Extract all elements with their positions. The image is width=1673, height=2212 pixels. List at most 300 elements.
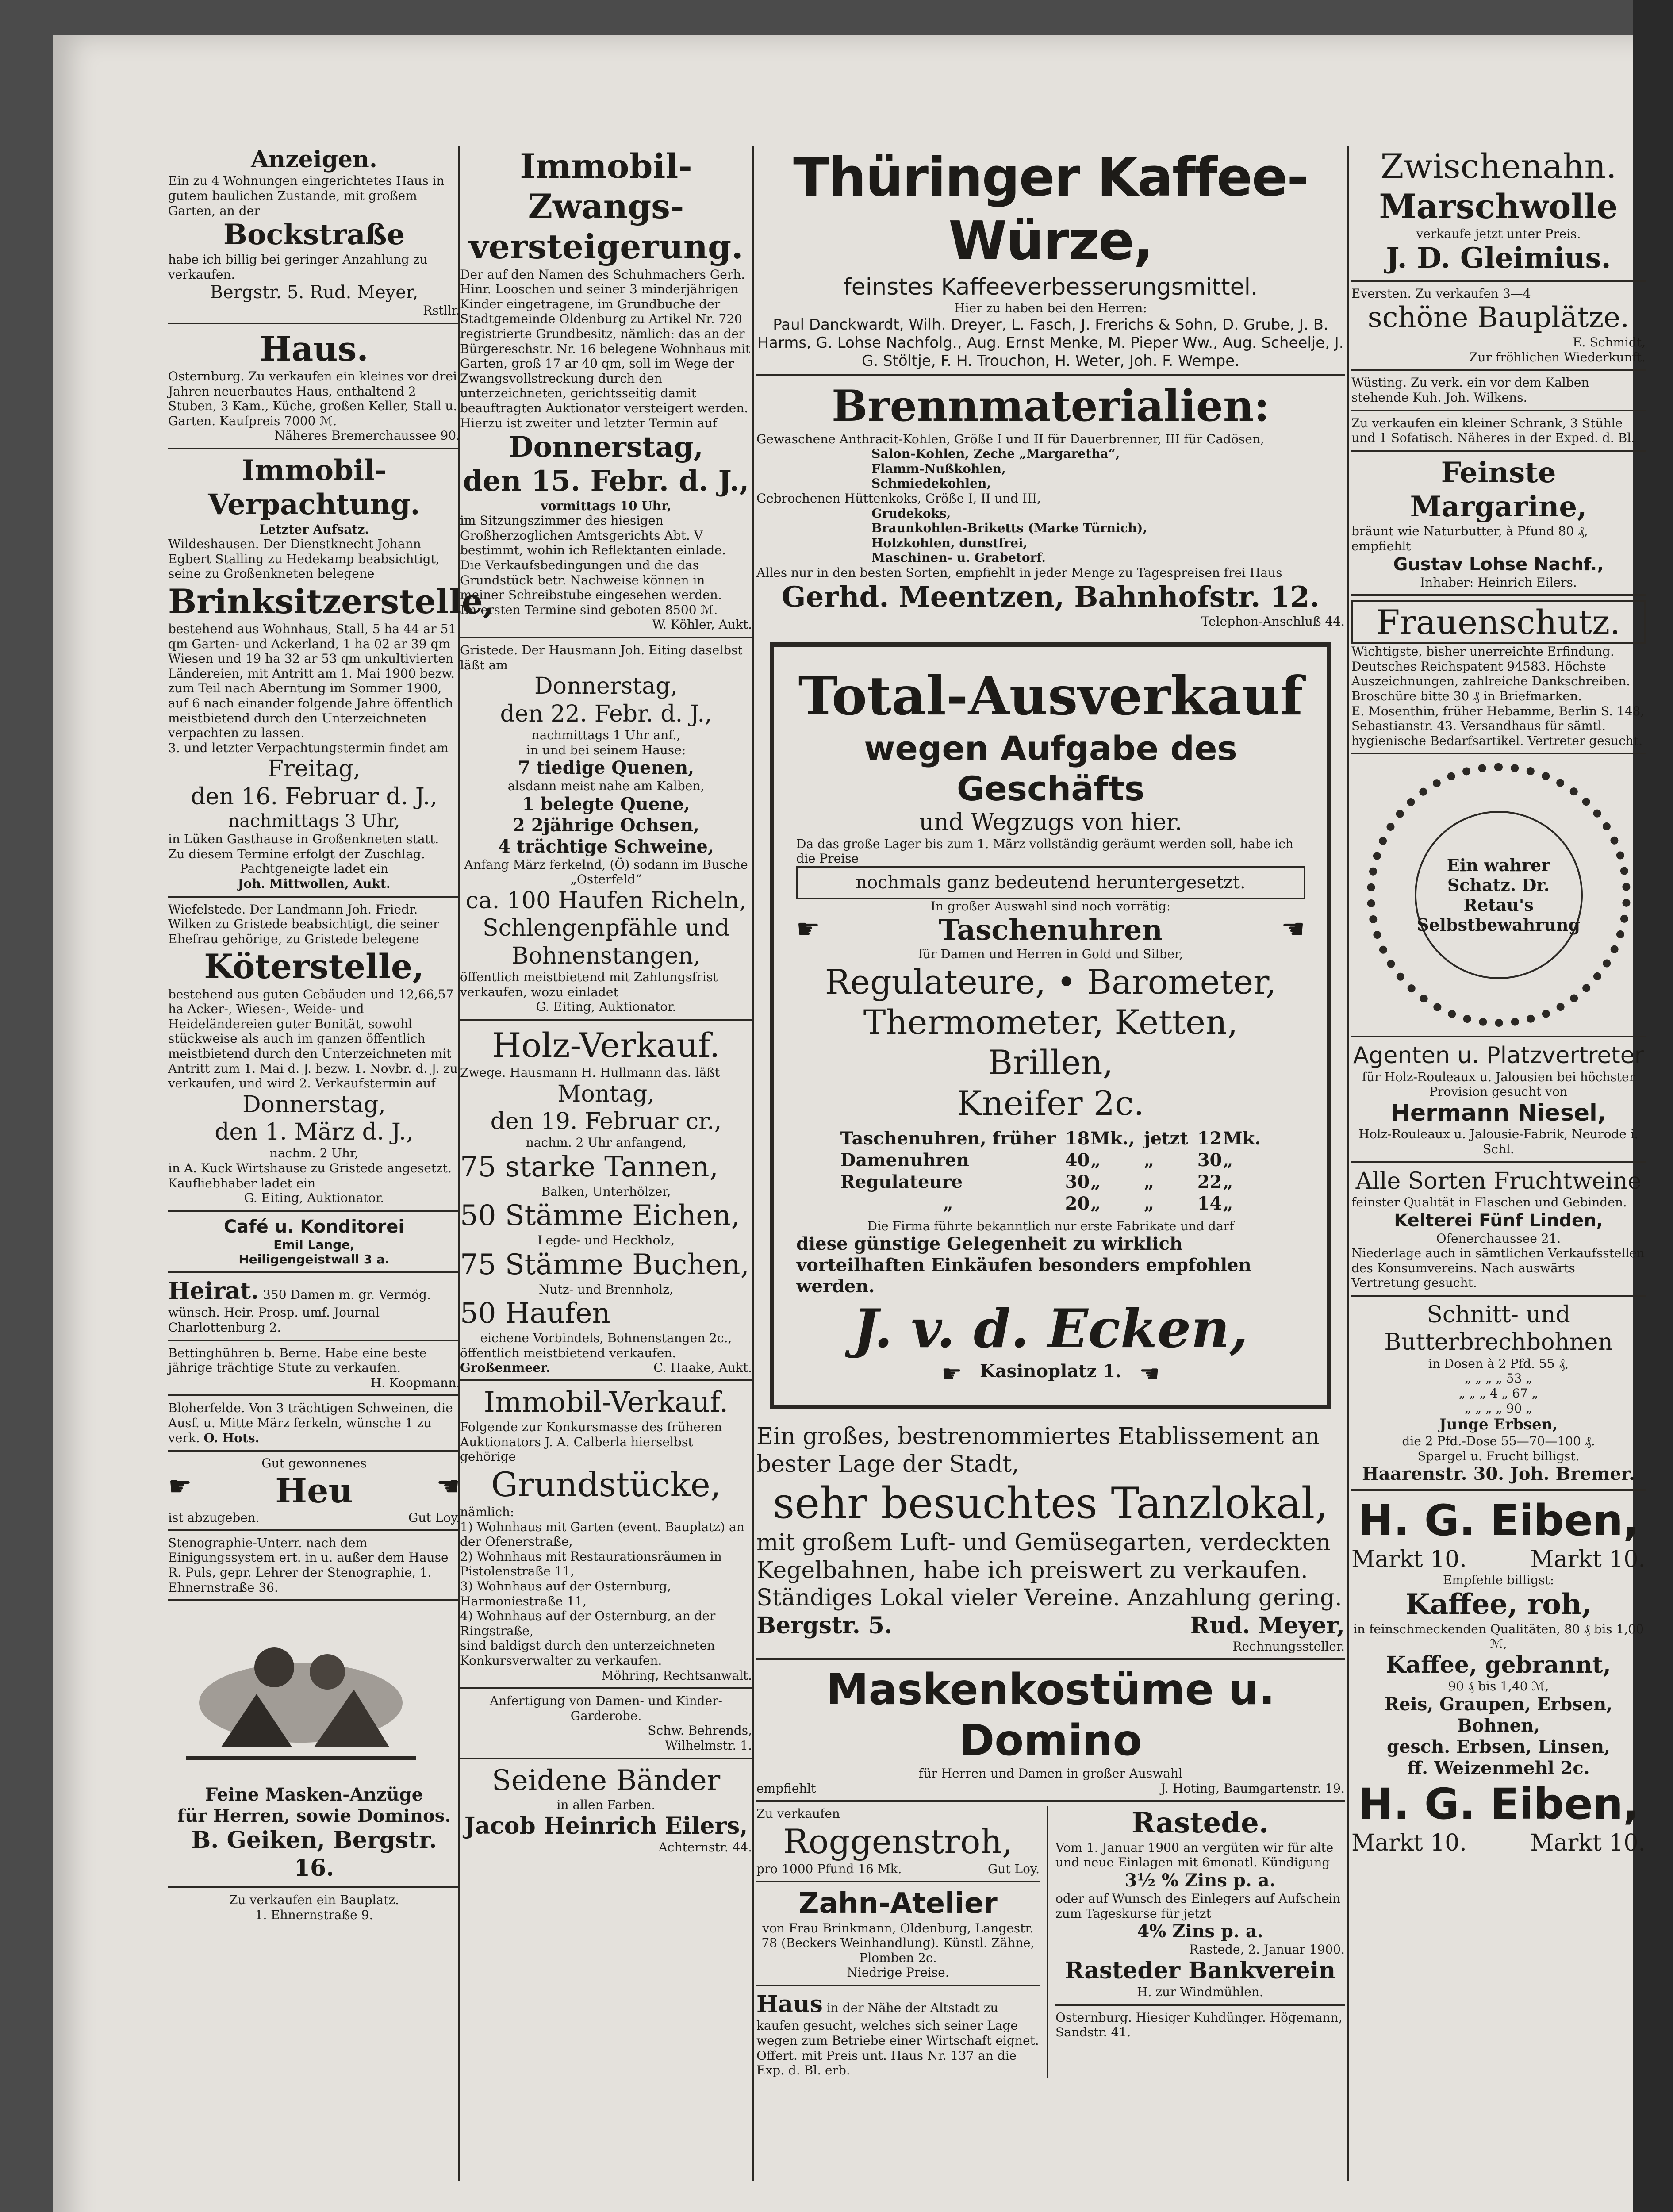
table-row (840, 1171, 1262, 1193)
ad-signature: Bergstr. 5. (756, 1612, 893, 1639)
ad-date: nachmittags 3 Uhr, (228, 811, 400, 832)
sale-ad-box (770, 642, 1331, 1409)
ad-title: Seidene Bänder (491, 1764, 721, 1797)
ad-text (756, 1991, 1040, 2078)
ad-heading: Brinksitzerstelle, (168, 581, 495, 621)
ad-signature: Gerhd. Meentzen, Bahnhofstr. 12. (781, 580, 1320, 614)
ad-row (796, 914, 1305, 947)
divider (460, 1019, 752, 1021)
divider (168, 1599, 460, 1601)
ad-title: Thüringer Kaffee-Würze, (793, 147, 1308, 272)
ad-signature: O. Hots. (203, 1430, 260, 1445)
table-cell: „ (1223, 1149, 1233, 1171)
ad-text: Pachtgeneigte ladet ein (240, 861, 388, 876)
ad-text: feinster Qualität in Flaschen und Gebinden. (1351, 1194, 1627, 1210)
ad-text: sind baldigst durch den unterzeichneten Konkursverwalter zu verkaufen. (460, 1638, 715, 1668)
table-cell: „ (1090, 1171, 1101, 1192)
ad-signature: Rasteder Bankverein (1064, 1957, 1336, 1984)
list-item: 4) Wohnhaus auf der Osternburg, an der Ringstraße, (460, 1609, 716, 1638)
ad-text: Balken, Unterhölzer, (541, 1184, 671, 1199)
ad-signature: Jacob Heinrich Eilers, (464, 1812, 748, 1839)
list-item: „ „ „ „ 53 „ (1465, 1371, 1532, 1386)
ad-text: Bettinghühren b. Berne. Habe eine beste jährige trächtige Stute zu verkaufen. (168, 1345, 427, 1375)
ad-text: Da das große Lager bis zum 1. März vollständig geräumt werden soll, habe ich die Preise (796, 836, 1293, 866)
ad-title: Feinste Margarine, (1410, 456, 1587, 523)
ad-signature: H. Koopmann. (370, 1375, 460, 1390)
ad-signature: Hermann Niesel, (1391, 1100, 1606, 1127)
table-cell: 30 (1065, 1171, 1090, 1192)
ad-row (460, 1360, 752, 1375)
ad-text: Stenographie-Unterr. nach dem Einigungssystem ert. in u. außer dem Hause R. Puls, gepr. Lehrer der Stenographie, 1. Ehnernstraße 36. (168, 1535, 449, 1595)
ad-text: ist abzugeben. (168, 1510, 260, 1525)
ad-text: Rastede, 2. Januar 1900. (1189, 1942, 1345, 1957)
table-cell: 30 (1197, 1149, 1222, 1171)
ad-text: Niederlage auch in sämtlichen Verkaufsstellen des Konsumvereins. Nach auswärts Vertretung gesucht. (1351, 1246, 1645, 1290)
ad-text: oder auf Wunsch des Einlegers auf Aufschein zum Tageskurse für jetzt (1055, 1891, 1341, 1921)
divider (168, 1271, 460, 1273)
ad-text: Wichtigste, bisher unerreichte Erfindung. Deutsches Reichspatent 94583. Höchste Auszeichnungen, zahlreiche Dankschreiben. Broschüre bitte 30 ₰ in Briefmarken. (1351, 644, 1631, 704)
ad-date: nachmittags 1 Uhr anf., (531, 728, 681, 742)
table-cell: 18 (1065, 1128, 1090, 1149)
ad-text: im Sitzungszimmer des hiesigen Großherzoglichen Amtsgerichts Abt. V bestimmt, wohin ich Reflektanten einlade. (460, 513, 726, 558)
ad-text: Folgende zur Konkursmasse des früheren Auktionators J. A. Calberla hierselbst gehörige (460, 1420, 722, 1464)
ad-subtitle: wegen Aufgabe des Geschäfts (864, 728, 1237, 809)
divider (168, 448, 460, 449)
ad-heading: Bockstraße (223, 218, 405, 252)
ad-title: Alle Sorten Fruchtweine (1355, 1167, 1642, 1194)
ad-title: Holz-Verkauf. (492, 1025, 720, 1065)
ad-text: für Damen und Herren in Gold und Silber, (918, 947, 1183, 962)
divider (1351, 410, 1646, 411)
list-item: Gebrochenen Hüttenkoks, Größe I, II und III, (756, 491, 1041, 506)
list-item: „ „ „ 4 „ 67 „ (1458, 1386, 1539, 1401)
table-cell: „ (1144, 1193, 1155, 1214)
ad-text: für Herren und Damen in großer Auswahl (919, 1766, 1182, 1781)
ad-text: öffentlich meistbietend verkaufen. (460, 1345, 676, 1360)
ad-text: Zu diesem Termine erfolgt der Zuschlag. (168, 846, 425, 861)
ad-text: Ein zu 4 Wohnungen eingerichtetes Haus in gutem baulichen Zustande, mit großem Garten, an der (168, 173, 445, 218)
table-cell: „ (1144, 1149, 1155, 1171)
ad-text: Inhaber: Heinrich Eilers. (1420, 575, 1577, 590)
ad-text: 90 ₰ bis 1,40 ℳ, (1448, 1679, 1549, 1694)
list-item: Schmiedekohlen, (871, 476, 991, 491)
ad-item: 1 belegte Quene, (522, 793, 690, 814)
table-row (840, 1128, 1262, 1149)
ad-title: Immobil- (520, 146, 692, 186)
divider (1351, 1489, 1646, 1491)
ad-row (168, 1510, 460, 1525)
divider (168, 1210, 460, 1212)
divider (168, 1340, 460, 1341)
table-cell: „ (1223, 1171, 1233, 1192)
divider (1351, 369, 1646, 371)
ad-text: Alles nur in den besten Sorten, empfiehlt in jeder Menge zu Tagespreisen frei Haus (756, 565, 1282, 580)
ad-text: Ein großes, bestrenommiertes Etablissement an bester Lage der Stadt, (756, 1423, 1320, 1478)
divider (1351, 753, 1646, 754)
ad-text: Niedrige Preise. (847, 1965, 949, 1980)
ad-date: Montag, (557, 1080, 655, 1107)
ad-subtitle: feinstes Kaffeeverbesserungsmittel. (843, 274, 1258, 300)
ad-text: Ofenerchaussee 21. (1436, 1231, 1561, 1246)
ad-item: 75 Stämme Buchen, (460, 1248, 749, 1281)
ad-item: Bohnenstangen, (511, 942, 701, 969)
ad-text: Eversten. Zu verkaufen 3—4 (1351, 286, 1531, 301)
list-item: „ „ „ „ 90 „ (1465, 1401, 1532, 1416)
ad-subcolumn (756, 1806, 1048, 2078)
ad-title: Heirat. (168, 1278, 259, 1305)
book-seal-emblem (1367, 763, 1631, 1027)
ad-text: in Dosen à 2 Pfd. 55 ₰, (1428, 1356, 1569, 1371)
pointing-hand-icon: ☚ (1139, 1361, 1160, 1388)
ad-signature: Gut Loy. (408, 1510, 460, 1525)
ad-signature: Bergstr. 5. Rud. Meyer, (210, 282, 418, 303)
ad-title: Brennmaterialien: (831, 381, 1270, 431)
ad-text: Rechnungssteller. (1232, 1639, 1345, 1654)
table-cell: „ (1090, 1193, 1101, 1214)
ad-signature: Rstllr. (423, 303, 460, 318)
ad-item: Thermometer, Ketten, Brillen, (863, 1002, 1238, 1083)
ad-text: Markt 10. (1351, 1546, 1467, 1573)
ad-text: habe ich billig bei geringer Anzahlung zu verkaufen. (168, 252, 428, 282)
ad-item: Taschenuhren (939, 914, 1163, 947)
ad-text: Kasinoplatz 1. (979, 1361, 1122, 1382)
ad-text: Zu verkaufen ein kleiner Schrank, 3 Stühle und 1 Sofatisch. Näheres in der Exped. d. Bl. (1351, 415, 1635, 445)
ad-text: verkaufe jetzt unter Preis. (1416, 227, 1581, 242)
divider (1351, 1161, 1646, 1163)
ad-text: Osternburg. Zu verkaufen ein kleines vor drei Jahren neuerbautes Haus, enthaltend 2 Stuben, 3 Kam., Küche, großen Keller, Stall u. Garten. Kaufpreis 7000 ℳ. (168, 369, 457, 428)
ad-text: Markt 10. (1351, 1830, 1467, 1857)
column-rule (752, 146, 754, 2181)
table-cell: Mk. (1223, 1128, 1261, 1149)
ad-text: Achternstr. 44. (658, 1840, 752, 1855)
ad-text: E. Mosenthin, früher Hebamme, Berlin S. 148, Sebastianstr. 43. Versandhaus für sämtl. hygienische Bedarfsartikel. Vertreter gesucht. (1351, 703, 1645, 748)
divider (168, 1886, 460, 1888)
list-item: Braunkohlen-Briketts (Marke Türnich), (871, 521, 1147, 536)
ad-text: bestehend aus Wohnhaus, Stall, 5 ha 44 ar 51 qm Garten- und Ackerland, 1 ha 02 ar 39 qm Wiesen und 19 ha 32 ar 53 qm unkultivierten Ländereien, mit Antritt am 1. Mai 1900 bezw. zum Teil nach Aberntung im Sommer 1900, auf 6 nach einander folgende Jahre öffentlich meistbietend durch den Unterzeichneten verpachten zu lassen. (168, 622, 457, 741)
divider (756, 374, 1345, 376)
ad-row (796, 1361, 1305, 1387)
ad-text: die 2 Pfd.-Dose 55—70—100 ₰. (1402, 1433, 1595, 1448)
ad-text: Der auf den Namen des Schuhmachers Gerh. Hinr. Looschen und seiner 3 minderjährigen Kinder eingetragene, im Grundbuche der Stadtgemeinde Oldenburg zu Artikel Nr. 720 registrierte Grundbesitz, nämlich: das an der Bürgereschstr. Nr. 16 belegene Wohnhaus mit Garten, groß 17 ar 40 qm, soll im Wege der Zwangsvollstreckung durch den unterzeichneten, gerichtsseitig damit beauftragten Auktionator versteigert werden. (460, 267, 751, 415)
ad-text: Telephon-Anschluß 44. (1201, 614, 1345, 629)
pointing-hand-icon: ☛ (941, 1361, 962, 1388)
ad-text: Osternburg. Hiesiger Kuhdünger. (1055, 2010, 1266, 2025)
pointing-hand-icon: ☛ (796, 914, 820, 945)
ad-text: 1. Ehnernstraße 9. (255, 1907, 373, 1922)
ad-text: diese günstige Gelegenheit zu wirklich vorteilhaften Einkäufen besonders empfohlen werden. (796, 1233, 1251, 1297)
divider (1351, 1036, 1646, 1037)
table-cell: „ (1144, 1171, 1155, 1192)
ad-text (168, 1278, 460, 1335)
carnival-illustration (168, 1614, 434, 1774)
interest-rate: 3½ % Zins p. a. (1124, 1870, 1276, 1891)
ad-text: Die Firma führte bekanntlich nur erste Fabrikate und darf (867, 1218, 1234, 1233)
ad-title: Verpachtung. (208, 488, 420, 521)
ad-date: den 16. Februar d. J., (191, 783, 437, 810)
ad-text: Gristede. Der Hausmann Joh. Eiting daselbst läßt am (460, 643, 743, 672)
ad-signature: G. Eiting, Auktionator. (536, 999, 676, 1014)
column-2 (460, 146, 752, 1855)
table-cell: 12 (1197, 1128, 1222, 1149)
ad-item: ff. Weizenmehl 2c. (1407, 1757, 1590, 1778)
table-cell: Regulateure (840, 1171, 963, 1192)
ad-title: Haus. (260, 329, 368, 369)
table-row (840, 1193, 1262, 1214)
divider (168, 1450, 460, 1452)
ad-signature: Kelterei Fünf Linden, (1394, 1210, 1603, 1231)
ad-text: Spargel u. Frucht billigst. (1417, 1448, 1580, 1463)
ad-text: Heiligengeistwall 3 a. (238, 1252, 390, 1267)
ad-row (1351, 1546, 1646, 1573)
ad-text: Wildeshausen. Der Dienstknecht Johann Egbert Stalling zu Hedekamp beabsichtigt, seine zu Großenkneten belegene (168, 537, 440, 581)
ad-date: nachm. 2 Uhr, (269, 1146, 359, 1161)
ad-item: 75 starke Tannen, (460, 1151, 718, 1184)
ad-signature: H. zur Windmühlen. (1137, 1985, 1263, 2000)
ad-text: nämlich: (460, 1505, 514, 1519)
ad-row (168, 1471, 460, 1510)
table-cell: 22 (1197, 1171, 1222, 1192)
ad-signature: E. Schmidt, (1573, 335, 1646, 350)
divider (1351, 594, 1646, 596)
price-reduction-banner: nochmals ganz bedeutend heruntergesetzt. (796, 866, 1305, 899)
pointing-hand-icon: ☛ (168, 1471, 192, 1502)
ad-text: Nutz- und Brennholz, (539, 1282, 673, 1297)
ad-date: den 1. März d. J., (215, 1119, 414, 1146)
ad-signature: G. Eiting, Auktionator. (244, 1190, 384, 1206)
column-3 (756, 146, 1345, 2078)
interest-rate: 4% Zins p. a. (1137, 1921, 1263, 1942)
divider (460, 1379, 752, 1381)
ad-signature: C. Haake, Aukt. (653, 1360, 752, 1375)
ad-text: Anfang März ferkelnd, (Ö) sodann im Busche „Osterfeld“ (464, 857, 748, 887)
list-item: 2) Wohnhaus mit Restaurationsräumen in Pistolenstraße 11, (460, 1549, 722, 1579)
ad-title: für Herren, sowie Dominos. (177, 1805, 451, 1827)
divider (460, 1687, 752, 1689)
divider (168, 896, 460, 898)
list-item: Gewaschene Anthracit-Kohlen, Größe I und II für Dauerbrenner, III für Cadösen, (756, 431, 1264, 446)
column-4 (1351, 146, 1646, 1856)
table-cell: jetzt (1144, 1128, 1188, 1149)
ad-signature: Möhring, Rechtsanwalt. (601, 1668, 752, 1683)
ad-title: Café u. Konditorei (223, 1216, 405, 1237)
ad-text: 3. und letzter Verpachtungstermin findet am (168, 740, 449, 755)
ad-title: Frauenschutz. (1351, 600, 1646, 644)
list-item: 1) Wohnhaus mit Garten (event. Bauplatz) an der Ofenerstraße, (460, 1519, 744, 1549)
ad-title: Zwangs- (528, 187, 684, 227)
ad-text: Bloherfelde. Von 3 trächtigen Schweinen, die Ausf. u. Mitte März ferkeln, wünsche 1 zu verk. (168, 1401, 453, 1445)
ad-item: 4 trächtige Schweine, (498, 836, 714, 857)
ad-signature: J. D. Gleimius. (1386, 241, 1611, 275)
ad-title: schöne Bauplätze. (1367, 301, 1630, 334)
ad-text: bräunt wie Naturbutter, à Pfund 80 ₰, empfiehlt (1351, 524, 1588, 553)
ad-text: in der Nähe der Altstadt zu kaufen gesucht, welches sich seiner Lage wegen zum Betriebe einer Wirtschaft eignet. Offert. mit Preis unt. Haus Nr. 137 an die Exp. d. Bl. erb. (756, 2001, 1039, 2078)
ad-item: gesch. Erbsen, Linsen, (1386, 1736, 1611, 1757)
ad-date: Donnerstag, (534, 673, 678, 700)
list-item: 3) Wohnhaus auf der Osternburg, Harmoniestraße 11, (460, 1578, 671, 1609)
pointing-hand-icon: ☚ (436, 1471, 460, 1502)
ad-text: öffentlich meistbietend mit Zahlungsfrist verkaufen, wozu einladet (460, 970, 718, 999)
ad-text: Kaufliebhaber ladet ein (168, 1175, 316, 1190)
ad-signature: B. Geiken, Bergstr. 16. (191, 1827, 437, 1882)
ad-signature: J. Hoting, Baumgartenstr. 19. (1160, 1781, 1345, 1796)
ad-item: Reis, Graupen, Erbsen, Bohnen, (1384, 1694, 1613, 1736)
ad-title: H. G. Eiben, (1358, 1496, 1639, 1546)
divider (756, 1658, 1345, 1660)
ad-subcolumn (1048, 1806, 1345, 2078)
ad-text: In großer Auswahl sind noch vorrätig: (930, 899, 1171, 914)
ad-signature: W. Köhler, Aukt. (652, 617, 752, 632)
divider (168, 1394, 460, 1396)
ad-date: nachm. 2 Uhr anfangend, (526, 1135, 687, 1150)
ad-signature: Haarenstr. 30. Joh. Bremer. (1362, 1463, 1635, 1485)
ad-item: 50 Stämme Eichen, (460, 1199, 740, 1233)
divider (756, 1881, 1040, 1882)
ad-title: Immobil- (242, 453, 387, 487)
divider (756, 1985, 1040, 1986)
ad-text: von Frau Brinkmann, Oldenburg, Langestr. 78 (Beckers Weinhandlung). Künstl. Zähne, Plomben 2c. (761, 1920, 1035, 1965)
ad-row (756, 1862, 1040, 1876)
column-rule (1347, 146, 1349, 2181)
ad-item: Kneifer 2c. (957, 1083, 1144, 1123)
ad-date: Donnerstag, (242, 1091, 386, 1118)
ad-text: Hier zu haben bei den Herren: (954, 301, 1147, 316)
ad-subtitle: und Wegzugs von hier. (919, 809, 1182, 836)
list-item: Flamm-Nußkohlen, (871, 461, 1006, 476)
ad-text: in A. Kuck Wirtshause zu Gristede angesetzt. (168, 1161, 452, 1176)
ad-item: ca. 100 Haufen Richeln, (465, 887, 747, 914)
ad-row (756, 1612, 1345, 1639)
ad-title: Rastede. (1131, 1806, 1269, 1840)
ad-text: Vom 1. Januar 1900 an vergüten wir für alte und neue Einlagen mit 6monatl. Kündigung (1055, 1840, 1334, 1870)
ad-text: eichene Vorbindels, Bohnenstangen 2c., (480, 1331, 732, 1346)
ad-title: Agenten u. Platzvertreter (1353, 1042, 1644, 1069)
pointing-hand-icon: ☚ (1281, 914, 1305, 945)
ad-item: 2 2jährige Ochsen, (513, 814, 699, 836)
ad-text: empfiehlt (756, 1781, 816, 1796)
list-item: Holzkohlen, dunstfrei, (871, 535, 1028, 550)
ad-text: Holz-Rouleaux u. Jalousie-Fabrik, Neurode i. Schl. (1358, 1127, 1638, 1156)
table-cell: 14 (1197, 1193, 1222, 1214)
ad-text: für Holz-Rouleaux u. Jalousien bei höchster Provision gesucht von (1362, 1069, 1635, 1099)
divider (460, 1758, 752, 1759)
ad-text: Empfehle billigst: (1443, 1573, 1554, 1588)
ad-title: Heu (275, 1471, 353, 1510)
emblem-text: Ein wahrer Schatz. Dr. Retau's Selbstbewahrung (1415, 811, 1583, 979)
ad-text: Zu verkaufen ein Bauplatz. (229, 1892, 399, 1907)
ad-title: Roggenstroh, (783, 1821, 1013, 1861)
divider (1351, 280, 1646, 282)
divider (756, 1800, 1345, 1802)
table-cell: Damenuhren (840, 1149, 969, 1171)
ad-date: Freitag, (267, 756, 361, 783)
divider (168, 1529, 460, 1531)
ad-item: 7 tiedige Quenen, (518, 757, 695, 779)
ad-signature: Gustav Lohse Nachf., (1393, 554, 1604, 575)
table-cell: „ (1090, 1149, 1101, 1171)
ad-text: bestehend aus guten Gebäuden und 12,66,57 ha Acker-, Wiesen-, Weide- und Heideländereien guter Bonität, sowohl stückweise als auch im ganzen öffentlich meistbietend durch den Unterzeichneten mit Antritt zum 1. Mai d. J. bezw. 1. Novbr. d. J. zu verkaufen, und wird 2. Verkaufstermin auf (168, 987, 458, 1091)
ad-text: Legde- und Heckholz, (537, 1233, 675, 1248)
table-cell: „ (1223, 1193, 1233, 1214)
ad-date: den 22. Febr. d. J., (500, 700, 712, 727)
divider (168, 323, 460, 324)
ad-text: Gut gewonnenes (261, 1456, 367, 1471)
table-cell: 20 (1065, 1193, 1090, 1214)
ad-title: Marschwolle (1379, 187, 1618, 227)
table-cell: „ (943, 1193, 953, 1214)
price-table (840, 1128, 1262, 1214)
ad-subtitle: Letzter Aufsatz. (259, 522, 369, 537)
table-cell: Mk., (1090, 1128, 1135, 1149)
ad-text: in allen Farben. (556, 1797, 656, 1813)
ad-row (1351, 1830, 1646, 1856)
ad-item: Schlengenpfähle und (483, 915, 729, 942)
divider (1055, 2004, 1345, 2006)
ad-heading: Köterstelle, (204, 947, 424, 987)
ad-title: Feine Masken-Anzüge (205, 1784, 423, 1805)
ad-text: Markt 10. (1530, 1830, 1646, 1857)
ad-text: Emil Lange, (273, 1237, 355, 1252)
ad-text: mit großem Luft- und Gemüsegarten, verdeckten Kegelbahnen, habe ich preiswert zu verkaufen. Ständiges Lokal vieler Vereine. Anzahlung gering. (756, 1529, 1342, 1612)
ad-text: Paul Danckwardt, Wilh. Dreyer, L. Fasch, J. Frerichs & Sohn, D. Grube, J. B. Harms, G. Lohse Nachfolg., Aug. Ernst Menke, M. Pieper Ww., Aug. Scheelje, J. G. Stöltje, F. H. Trouchon, H. Weter, Joh. F. Wempe. (757, 315, 1344, 370)
ad-item: Kaffee, gebrannt, (1386, 1651, 1611, 1678)
ad-text: in Lüken Gasthause in Großenkneten statt. (168, 832, 439, 847)
ad-date: den 19. Februar cr., (490, 1108, 722, 1135)
ad-row (756, 1781, 1345, 1796)
ad-grid (756, 1806, 1345, 2078)
ad-title: Anzeigen. (251, 146, 377, 173)
ad-date: Donnerstag, (509, 430, 703, 464)
ad-text: Wilhelmstr. 1. (665, 1738, 752, 1753)
divider (460, 637, 752, 638)
ad-date: den 15. Febr. d. J., (463, 464, 749, 498)
ad-title: Total-Ausverkauf (798, 664, 1303, 727)
ad-title: Zwischenahn. (1380, 146, 1617, 186)
ad-signature: Högemann, Sandstr. 41. (1055, 2010, 1343, 2040)
ad-title: Haus (756, 1991, 823, 2018)
list-item: Salon-Kohlen, Zeche „Margaretha“, (871, 446, 1120, 461)
ad-text: Zwege. Hausmann H. Hullmann das. läßt (460, 1065, 720, 1080)
ad-text: Näheres Bremerchaussee 90. (274, 428, 460, 443)
ad-item: Regulateure, • Barometer, (825, 962, 1277, 1002)
ad-text: alsdann meist nahe am Kalben, (507, 779, 705, 794)
table-cell: Taschenuhren, früher (840, 1128, 1056, 1149)
ad-text: Wiefelstede. Der Landmann Joh. Friedr. Wilken zu Gristede beabsichtigt, die seiner Ehefrau gehörige, zu Gristede belegene (168, 902, 439, 946)
ad-title: versteigerung. (469, 227, 743, 267)
ad-text: Zu verkaufen (756, 1806, 840, 1821)
ad-signature: Rud. Meyer, (1190, 1612, 1345, 1639)
divider (1351, 450, 1646, 452)
ad-title: Zahn-Atelier (798, 1887, 998, 1920)
list-item: Grudekoks, (871, 506, 951, 521)
ad-heading: Grundstücke, (491, 1464, 721, 1504)
ad-title: Maskenkostüme u. Domino (826, 1665, 1275, 1766)
ad-text (1055, 2010, 1345, 2040)
table-cell: 40 (1065, 1149, 1090, 1171)
list-item: Maschinen- u. Grabetorf. (871, 550, 1046, 565)
ad-text: Markt 10. (1530, 1546, 1646, 1573)
ad-item: Kaffee, roh, (1405, 1587, 1592, 1621)
ad-text: Im ersten Termine sind geboten 8500 ℳ. (460, 602, 718, 617)
ad-title: Schnitt- und Butterbrechbohnen (1384, 1301, 1613, 1356)
ad-text: Die Verkaufsbedingungen und die das Grundstück betr. Nachweise können in meiner Schreibstube eingesehen werden. (460, 558, 722, 603)
ad-text (168, 1401, 460, 1445)
ad-title: H. G. Eiben, (1358, 1779, 1639, 1829)
ad-text: Anfertigung von Damen- und Kinder-Garderobe. (490, 1694, 722, 1723)
ad-signature: Joh. Mittwollen, Aukt. (238, 876, 391, 891)
ad-title: sehr besuchtes Tanzlokal, (773, 1479, 1328, 1528)
table-row (840, 1149, 1262, 1171)
ad-signature: Gut Loy. (987, 1861, 1040, 1876)
